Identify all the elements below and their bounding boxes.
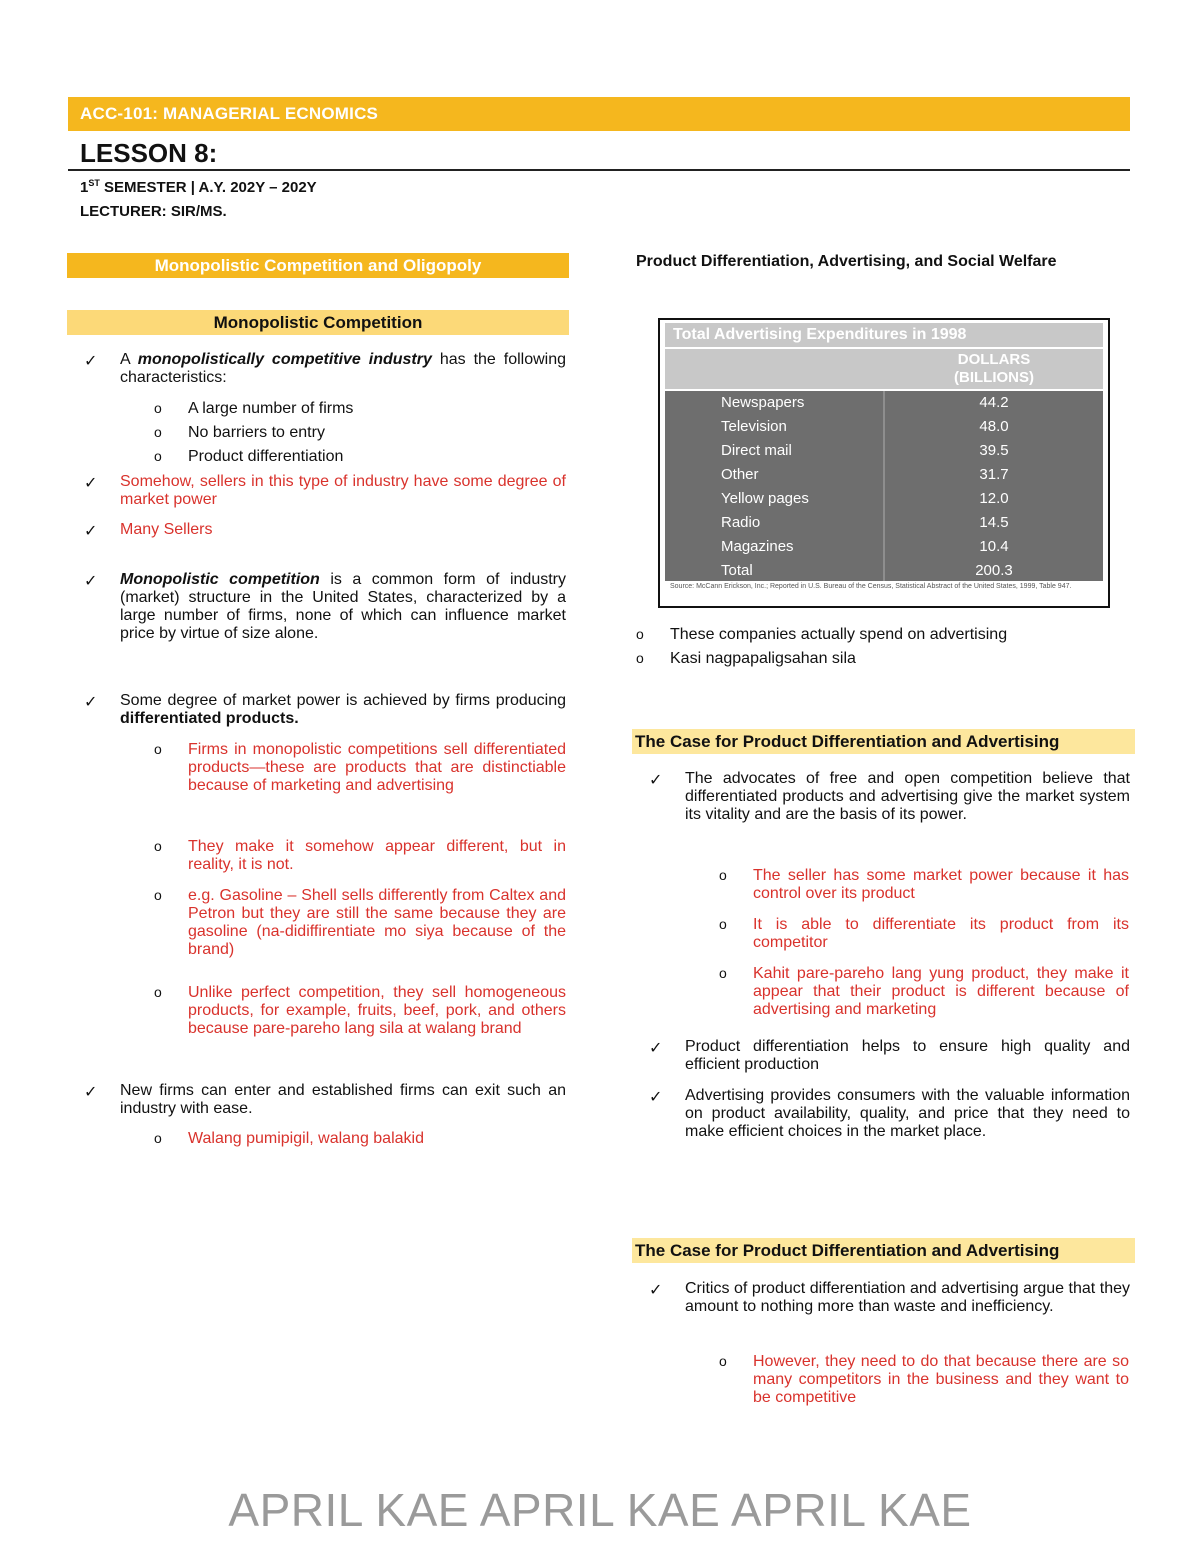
- circle-bullet-icon: o: [719, 867, 727, 883]
- table-row: Yellow pages 12.0: [721, 490, 1009, 507]
- bullet-critics: ✓ Critics of product differentiation and advertising argue that they amount to nothing more than waste and inefficiency.: [649, 1280, 1130, 1315]
- check-icon: ✓: [84, 1084, 98, 1101]
- lecturer-line: LECTURER: SIR/MS.: [80, 203, 227, 220]
- sub-bullet: o The seller has some market power because it has control over its product: [719, 867, 1129, 902]
- semester-line: 1ST SEMESTER | A.Y. 202Y – 202Y: [80, 178, 317, 196]
- bullet-monopolistic-competition: ✓ Monopolistic competition is a common form of industry (market) structure in the United States, characterized by a large number of firms, none of which can influence market price by virtue of size alone.: [84, 571, 567, 642]
- sub-bullet: o Firms in monopolistic competitions sell differentiated products—these are products that are distinctiable because of marketing and advertising: [154, 741, 566, 794]
- lesson-title: LESSON 8:: [80, 138, 218, 168]
- bullet-differentiated-products: ✓ Some degree of market power is achieved by firms producing differentiated products.: [84, 692, 566, 727]
- check-icon: ✓: [84, 475, 98, 492]
- table-row: Television 48.0: [721, 418, 1009, 435]
- table-row: Magazines 10.4: [721, 538, 1009, 555]
- table-row: Other 31.7: [721, 466, 1009, 483]
- check-icon: ✓: [84, 353, 98, 370]
- case-for-heading: The Case for Product Differentiation and Advertising: [632, 729, 1135, 754]
- check-icon: ✓: [649, 772, 663, 789]
- note-bullet: o Kasi nagpapaligsahan sila: [636, 650, 856, 667]
- sub-bullet: o They make it somehow appear different, but in reality, it is not.: [154, 838, 566, 873]
- circle-bullet-icon: o: [154, 838, 162, 854]
- table-header: DOLLARS (BILLIONS): [665, 349, 1103, 389]
- circle-bullet-icon: o: [154, 448, 162, 464]
- table-title: Total Advertising Expenditures in 1998: [665, 323, 1103, 347]
- circle-bullet-icon: o: [719, 1353, 727, 1369]
- bullet-advertising-info: ✓ Advertising provides consumers with the valuable information on product availability, quality, and price that they need to make efficient choices in the market place.: [649, 1087, 1130, 1140]
- bullet-industry-characteristics: ✓ A monopolistically competitive industry has the following characteristics:: [84, 351, 566, 386]
- check-icon: ✓: [84, 694, 98, 711]
- note-bullet: o These companies actually spend on advertising: [636, 626, 1008, 643]
- bullet-market-power: ✓ Somehow, sellers in this type of industry have some degree of market power: [84, 473, 566, 508]
- circle-bullet-icon: o: [154, 424, 162, 440]
- circle-bullet-icon: o: [154, 887, 162, 903]
- circle-bullet-icon: o: [154, 984, 162, 1000]
- sub-bullet: o No barriers to entry: [154, 424, 325, 441]
- advertising-table-figure: [658, 318, 1110, 608]
- sub-bullet: o A large number of firms: [154, 400, 354, 417]
- circle-bullet-icon: o: [719, 965, 727, 981]
- sub-bullet: o Unlike perfect competition, they sell homogeneous products, for example, fruits, beef, pork, and others because pare-pareho lang sila at walang brand: [154, 984, 566, 1037]
- sub-bullet: o e.g. Gasoline – Shell sells differently from Caltex and Petron but they are still the same because they are gasoline (na-didiffirentiate mo siya because of the brand): [154, 887, 566, 958]
- circle-bullet-icon: o: [636, 650, 644, 666]
- check-icon: ✓: [649, 1040, 663, 1057]
- watermark-text: APRIL KAE APRIL KAE APRIL KAE: [228, 1484, 972, 1536]
- bullet-many-sellers: ✓ Many Sellers: [84, 521, 213, 540]
- check-icon: ✓: [649, 1282, 663, 1299]
- main-section-heading: Monopolistic Competition and Oligopoly: [67, 253, 569, 278]
- table-source-note: Source: McCann Erickson, Inc.; Reported in U.S. Bureau of the Census, Statistical Abstract of the United States, 1999, Table 947.: [670, 583, 1072, 590]
- bullet-quality: ✓ Product differentiation helps to ensure high quality and efficient production: [649, 1038, 1130, 1073]
- table-body: [665, 391, 1103, 581]
- sub-bullet: o Walang pumipigil, walang balakid: [154, 1130, 424, 1147]
- check-icon: ✓: [84, 573, 98, 590]
- circle-bullet-icon: o: [636, 626, 644, 642]
- section-title: Product Differentiation, Advertising, and Social Welfare: [636, 253, 1057, 270]
- subsection-heading: Monopolistic Competition: [67, 310, 569, 335]
- sub-bullet: o Product differentiation: [154, 448, 344, 465]
- sub-bullet: o It is able to differentiate its product from its competitor: [719, 916, 1129, 951]
- table-row-total: Total 200.3: [721, 562, 1013, 579]
- check-icon: ✓: [84, 523, 98, 540]
- case-against-heading: The Case for Product Differentiation and Advertising: [632, 1238, 1135, 1263]
- header-rule: [68, 169, 1130, 171]
- course-title: ACC-101: MANAGERIAL ECNOMICS: [80, 104, 379, 123]
- sub-bullet: o However, they need to do that because there are so many competitors in the business and they want to be competitive: [719, 1353, 1129, 1406]
- circle-bullet-icon: o: [154, 741, 162, 757]
- circle-bullet-icon: o: [719, 916, 727, 932]
- course-banner: [68, 97, 1130, 131]
- sub-bullet: o Kahit pare-pareho lang yung product, they make it appear that their product is different because of advertising and marketing: [719, 965, 1129, 1018]
- circle-bullet-icon: o: [154, 400, 162, 416]
- bullet-advocates: ✓ The advocates of free and open competition believe that differentiated products and advertising give the market system its vitality and are the basis of its power.: [649, 770, 1130, 823]
- table-row: Direct mail 39.5: [721, 442, 1009, 459]
- table-row: Radio 14.5: [721, 514, 1009, 531]
- circle-bullet-icon: o: [154, 1130, 162, 1146]
- check-icon: ✓: [649, 1089, 663, 1106]
- bullet-free-entry: ✓ New firms can enter and established firms can exit such an industry with ease.: [84, 1082, 566, 1117]
- table-row: Newspapers 44.2: [721, 394, 1009, 411]
